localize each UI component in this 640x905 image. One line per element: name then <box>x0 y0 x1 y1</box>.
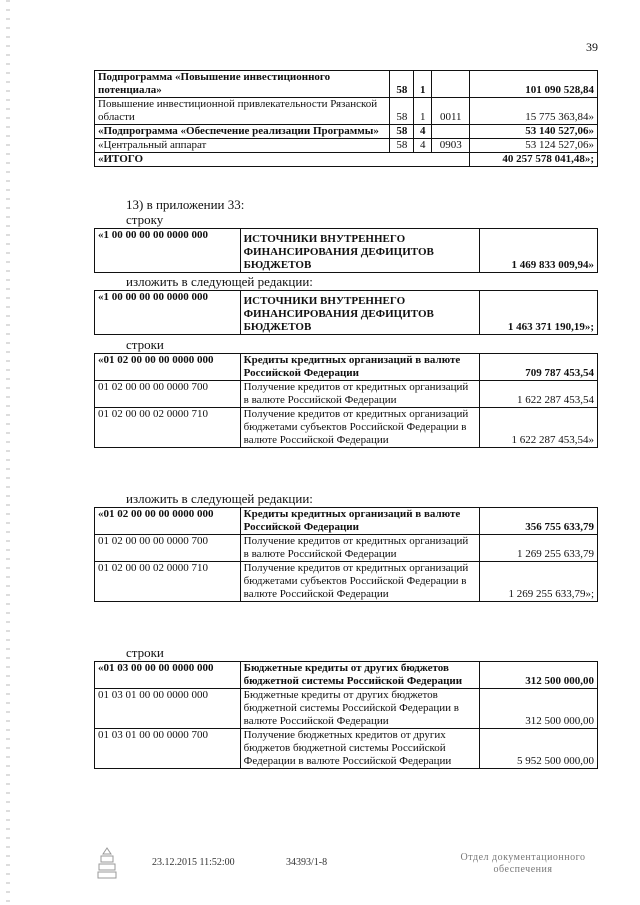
article-cell <box>432 125 470 139</box>
name-cell: «Центральный аппарат <box>95 139 390 153</box>
chapter-cell: 58 <box>390 139 414 153</box>
instruction-izlozhit-2: изложить в следующей редакции: <box>126 491 313 506</box>
code-cell: 01 03 01 00 00 0000 700 <box>95 729 241 769</box>
code-cell: 01 02 00 00 00 0000 700 <box>95 535 241 562</box>
sum-cell: 101 090 528,84 <box>470 71 598 98</box>
chapter-cell: 58 <box>390 125 414 139</box>
printer-stamp-icon <box>96 846 118 880</box>
page-number: 39 <box>586 40 598 54</box>
table-row <box>95 125 598 139</box>
table-row <box>95 729 598 769</box>
article-cell: 0903 <box>432 139 470 153</box>
section-cell: 4 <box>414 139 432 153</box>
program-table-body <box>95 71 598 167</box>
table-row <box>95 291 598 335</box>
section-cell: 1 <box>414 98 432 125</box>
table-row <box>95 535 598 562</box>
credits-table-new <box>94 507 598 602</box>
sum-cell: 1 622 287 453,54» <box>480 408 598 448</box>
chapter-cell: 58 <box>390 98 414 125</box>
code-cell: «1 00 00 00 00 0000 000 <box>95 229 241 273</box>
table-row <box>95 139 598 153</box>
code-cell: 01 02 00 00 02 0000 710 <box>95 562 241 602</box>
code-cell: «01 02 00 00 00 0000 000 <box>95 508 241 535</box>
footer-doc-number: 34393/1-8 <box>286 857 328 868</box>
name-cell: «ИТОГО <box>95 153 470 167</box>
sum-cell: 312 500 000,00 <box>480 662 598 689</box>
table-row <box>95 354 598 381</box>
name-cell: ИСТОЧНИКИ ВНУТРЕННЕГО ФИНАНСИРОВАНИЯ ДЕФИЦИТОВ БЮДЖЕТОВ <box>240 291 480 335</box>
table-row <box>95 508 598 535</box>
credits-table-new-body <box>95 508 598 602</box>
name-cell: ИСТОЧНИКИ ВНУТРЕННЕГО ФИНАНСИРОВАНИЯ ДЕФИЦИТОВ БЮДЖЕТОВ <box>240 229 480 273</box>
section-cell: 4 <box>414 125 432 139</box>
table-row <box>95 71 598 98</box>
name-cell: Бюджетные кредиты от других бюджетов бюджетной системы Российской Федерации <box>240 662 480 689</box>
sum-cell: 1 622 287 453,54 <box>480 381 598 408</box>
table-row <box>95 562 598 602</box>
budget-credits-table-body <box>95 662 598 769</box>
table-row <box>95 153 598 167</box>
sum-cell: 53 140 527,06» <box>470 125 598 139</box>
name-cell: Кредиты кредитных организаций в валюте Российской Федерации <box>240 354 480 381</box>
code-cell: 01 03 01 00 00 0000 000 <box>95 689 241 729</box>
sum-cell: 312 500 000,00 <box>480 689 598 729</box>
table-row <box>95 98 598 125</box>
section-cell: 1 <box>414 71 432 98</box>
table-row <box>95 408 598 448</box>
code-cell: «1 00 00 00 00 0000 000 <box>95 291 241 335</box>
sum-cell: 53 124 527,06» <box>470 139 598 153</box>
table-row <box>95 381 598 408</box>
article-cell <box>432 71 470 98</box>
instruction-izlozhit-1: изложить в следующей редакции: <box>126 274 313 289</box>
name-cell: Получение кредитов от кредитных организаций бюджетами субъектов Российской Федерации в валюте Российской Федерации <box>240 408 480 448</box>
name-cell: «Подпрограмма «Обеспечение реализации Программы» <box>95 125 390 139</box>
name-cell: Подпрограмма «Повышение инвестиционного потенциала» <box>95 71 390 98</box>
article-cell: 0011 <box>432 98 470 125</box>
code-cell: 01 02 00 00 00 0000 700 <box>95 381 241 408</box>
sum-cell: 1 269 255 633,79»; <box>480 562 598 602</box>
sources-table-old <box>94 228 598 273</box>
code-cell: «01 03 00 00 00 0000 000 <box>95 662 241 689</box>
sum-cell: 1 463 371 190,19»; <box>480 291 598 335</box>
department-stamp: Отдел документационного обеспечения <box>460 852 586 875</box>
credits-table-old <box>94 353 598 448</box>
table-row <box>95 689 598 729</box>
table-row <box>95 662 598 689</box>
scan-edge-marks <box>6 0 10 905</box>
name-cell: Кредиты кредитных организаций в валюте Российской Федерации <box>240 508 480 535</box>
sum-cell: 356 755 633,79 <box>480 508 598 535</box>
credits-table-old-body <box>95 354 598 448</box>
sources-table-new <box>94 290 598 335</box>
sum-cell: 1 269 255 633,79 <box>480 535 598 562</box>
budget-credits-table <box>94 661 598 769</box>
name-cell: Получение кредитов от кредитных организаций в валюте Российской Федерации <box>240 535 480 562</box>
instruction-stroki-1: строки <box>126 337 164 352</box>
instruction-stroki-2: строки <box>126 645 164 660</box>
name-cell: Получение кредитов от кредитных организаций бюджетами субъектов Российской Федерации в валюте Российской Федерации <box>240 562 480 602</box>
chapter-cell: 58 <box>390 71 414 98</box>
sum-cell: 709 787 453,54 <box>480 354 598 381</box>
sum-cell: 5 952 500 000,00 <box>480 729 598 769</box>
sum-cell: 15 775 363,84» <box>470 98 598 125</box>
name-cell: Получение кредитов от кредитных организаций в валюте Российской Федерации <box>240 381 480 408</box>
sum-cell: 40 257 578 041,48»; <box>470 153 598 167</box>
table-row <box>95 229 598 273</box>
name-cell: Бюджетные кредиты от других бюджетов бюджетной системы Российской Федерации в валюте Российской Федерации <box>240 689 480 729</box>
program-table <box>94 70 598 167</box>
instruction-stroku: строку <box>126 212 164 227</box>
footer-datetime: 23.12.2015 11:52:00 <box>152 857 235 868</box>
code-cell: 01 02 00 00 02 0000 710 <box>95 408 241 448</box>
name-cell: Повышение инвестиционной привлекательности Рязанской области <box>95 98 390 125</box>
code-cell: «01 02 00 00 00 0000 000 <box>95 354 241 381</box>
sum-cell: 1 469 833 009,94» <box>480 229 598 273</box>
name-cell: Получение бюджетных кредитов от других бюджетов бюджетной системы Российской Федерации в валюте Российской Федерации <box>240 729 480 769</box>
item-13-heading: 13) в приложении 33: <box>126 197 245 212</box>
